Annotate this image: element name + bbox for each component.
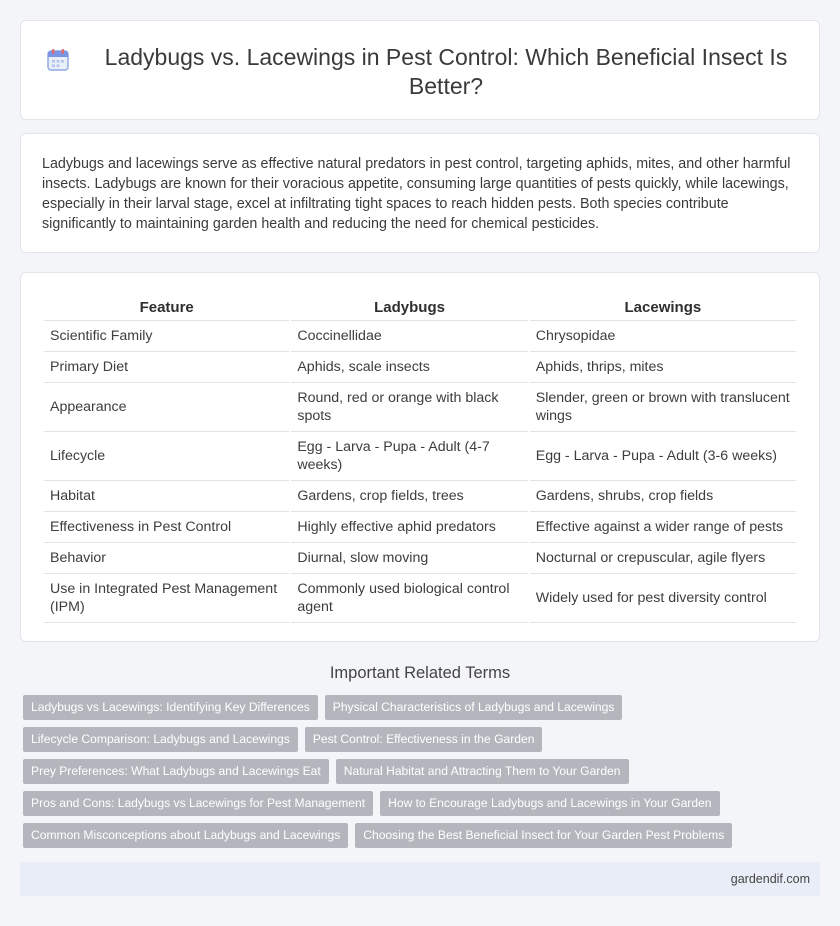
feature-cell: Appearance (44, 383, 289, 432)
related-term-tag[interactable]: Lifecycle Comparison: Ladybugs and Lacewings (23, 727, 298, 752)
lacewings-cell: Chrysopidae (530, 321, 796, 352)
ladybugs-cell: Coccinellidae (291, 321, 527, 352)
ladybugs-cell: Highly effective aphid predators (291, 512, 527, 543)
table-row (44, 574, 796, 623)
page-title: Ladybugs vs. Lacewings in Pest Control: Which Beneficial Insect Is Better? (104, 44, 788, 99)
related-term-tag[interactable]: Choosing the Best Beneficial Insect for Your Garden Pest Problems (355, 823, 732, 848)
related-term-tag[interactable]: How to Encourage Ladybugs and Lacewings in Your Garden (380, 791, 719, 816)
feature-cell: Lifecycle (44, 432, 289, 481)
comparison-table (42, 293, 798, 623)
ladybugs-cell: Commonly used biological control agent (291, 574, 527, 623)
related-terms-title: Important Related Terms (329, 664, 511, 682)
related-term-tag[interactable]: Prey Preferences: What Ladybugs and Lacewings Eat (23, 759, 329, 784)
feature-cell: Habitat (44, 481, 289, 512)
lacewings-cell: Nocturnal or crepuscular, agile flyers (530, 543, 796, 574)
related-terms-section (20, 662, 820, 842)
table-row (44, 383, 796, 432)
related-term-tag[interactable]: Natural Habitat and Attracting Them to Your Garden (336, 759, 629, 784)
lacewings-cell: Widely used for pest diversity control (530, 574, 796, 623)
feature-cell: Primary Diet (44, 352, 289, 383)
lacewings-cell: Effective against a wider range of pests (530, 512, 796, 543)
title-card (20, 20, 820, 120)
lacewings-cell: Egg - Larva - Pupa - Adult (3-6 weeks) (530, 432, 796, 481)
footer-site-link[interactable]: gardendif.com (730, 872, 810, 886)
header-ladybugs: Ladybugs (291, 293, 527, 321)
ladybugs-cell: Round, red or orange with black spots (291, 383, 527, 432)
ladybugs-cell: Egg - Larva - Pupa - Adult (4-7 weeks) (291, 432, 527, 481)
table-row (44, 481, 796, 512)
feature-cell: Behavior (44, 543, 289, 574)
comparison-table-card (20, 272, 820, 642)
feature-cell: Use in Integrated Pest Management (IPM) (44, 574, 289, 623)
header-feature: Feature (44, 293, 289, 321)
table-row (44, 512, 796, 543)
table-header-row (44, 293, 796, 321)
feature-cell: Effectiveness in Pest Control (44, 512, 289, 543)
header-lacewings: Lacewings (530, 293, 796, 321)
intro-card (20, 133, 820, 253)
lacewings-cell: Aphids, thrips, mites (530, 352, 796, 383)
ladybugs-cell: Diurnal, slow moving (291, 543, 527, 574)
related-terms-tags (23, 695, 813, 855)
intro-paragraph: Ladybugs and lacewings serve as effective natural predators in pest control, targeting aphids, mites, and other harmful insects. Ladybugs are known for their voracious appetite, consuming large quantities of pests quickly, while lacewings, especially in their larval stage, excel at infiltrating tight spaces to reach hidden pests. Both species contribute significantly to maintaining garden health and reducing the need for chemical pesticides. (42, 156, 791, 232)
lacewings-cell: Slender, green or brown with translucent wings (530, 383, 796, 432)
ladybugs-cell: Aphids, scale insects (291, 352, 527, 383)
related-term-tag[interactable]: Pest Control: Effectiveness in the Garden (305, 727, 543, 752)
related-term-tag[interactable]: Pros and Cons: Ladybugs vs Lacewings for Pest Management (23, 791, 373, 816)
related-term-tag[interactable]: Common Misconceptions about Ladybugs and Lacewings (23, 823, 348, 848)
table-row (44, 543, 796, 574)
ladybugs-cell: Gardens, crop fields, trees (291, 481, 527, 512)
related-term-tag[interactable]: Physical Characteristics of Ladybugs and Lacewings (325, 695, 623, 720)
lacewings-cell: Gardens, shrubs, crop fields (530, 481, 796, 512)
table-row (44, 321, 796, 352)
footer (20, 862, 820, 896)
table-row (44, 352, 796, 383)
related-term-tag[interactable]: Ladybugs vs Lacewings: Identifying Key Differences (23, 695, 318, 720)
feature-cell: Scientific Family (44, 321, 289, 352)
table-row (44, 432, 796, 481)
